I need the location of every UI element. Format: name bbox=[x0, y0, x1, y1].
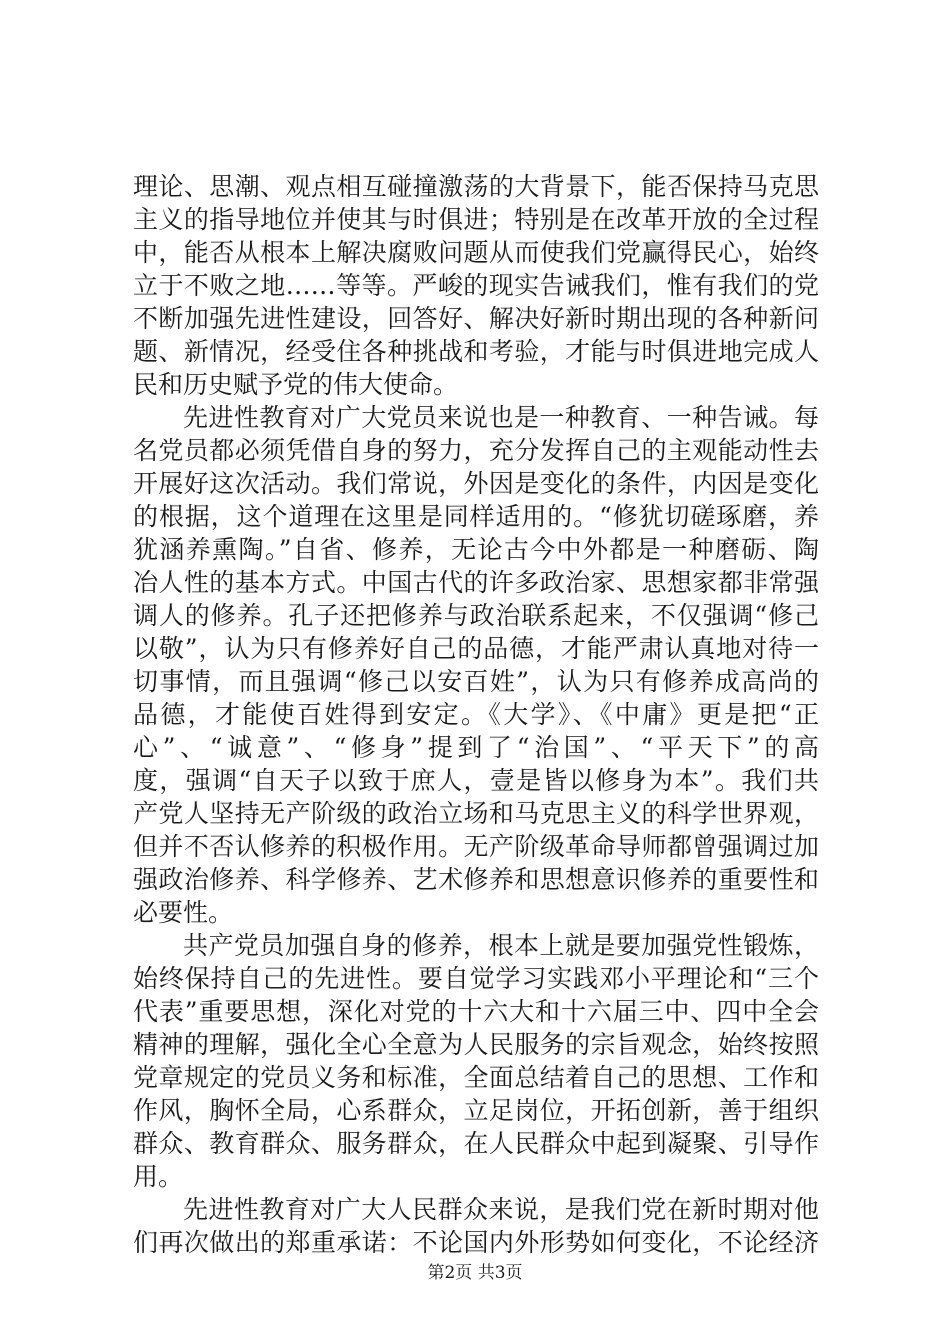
document-body bbox=[133, 170, 819, 1259]
text-line: 作风，胸怀全局，心系群众，立足岗位，开拓创新，善于组织 bbox=[133, 1096, 819, 1125]
text-line: 切事情，而且强调“修己以安百姓”，认为只有修养成高尚的 bbox=[133, 667, 819, 696]
text-line: 代表”重要思想，深化对党的十六大和十六届三中、四中全会 bbox=[133, 997, 819, 1026]
text-line: 度，强调“自天子以致于庶人，壹是皆以修身为本”。我们共 bbox=[133, 766, 819, 795]
text-line: 必要性。 bbox=[133, 898, 234, 927]
text-line: 党章规定的党员义务和标准，全面总结着自己的思想、工作和 bbox=[133, 1063, 819, 1092]
text-line: 以敬”，认为只有修养好自己的品德，才能严肃认真地对待一 bbox=[133, 634, 819, 663]
text-line: 强政治修养、科学修养、艺术修养和思想意识修养的重要性和 bbox=[133, 865, 819, 894]
text-line: 先进性教育对广大党员来说也是一种教育、一种告诫。每 bbox=[183, 403, 819, 432]
text-line: 开展好这次活动。我们常说，外因是变化的条件，内因是变化 bbox=[133, 469, 819, 498]
text-line: 立于不败之地……等等。严峻的现实告诫我们，惟有我们的党 bbox=[133, 271, 819, 300]
text-line: 中，能否从根本上解决腐败问题从而使我们党赢得民心，始终 bbox=[133, 238, 819, 267]
page-number-label: 第2页 共3页 bbox=[427, 1263, 523, 1283]
text-line: 始终保持自己的先进性。要自觉学习实践邓小平理论和“三个 bbox=[133, 964, 819, 993]
text-line: 题、新情况，经受住各种挑战和考验，才能与时俱进地完成人 bbox=[133, 337, 819, 366]
text-line: 先进性教育对广大人民群众来说，是我们党在新时期对他 bbox=[183, 1195, 819, 1224]
text-line: 民和历史赋予党的伟大使命。 bbox=[133, 370, 459, 399]
text-line: 但并不否认修养的积极作用。无产阶级革命导师都曾强调过加 bbox=[133, 832, 819, 861]
page-footer bbox=[0, 1262, 950, 1284]
text-line: 的根据，这个道理在这里是同样适用的。“修犹切磋琢磨，养 bbox=[133, 502, 819, 531]
text-line: 冶人性的基本方式。中国古代的许多政治家、思想家都非常强 bbox=[133, 568, 819, 597]
text-line: 产党人坚持无产阶级的政治立场和马克思主义的科学世界观， bbox=[133, 799, 819, 828]
text-line: 犹涵养熏陶。”自省、修养，无论古今中外都是一种磨砺、陶 bbox=[133, 535, 819, 564]
text-line: 不断加强先进性建设，回答好、解决好新时期出现的各种新问 bbox=[133, 304, 819, 333]
text-line: 理论、思潮、观点相互碰撞激荡的大背景下，能否保持马克思 bbox=[133, 172, 819, 201]
text-line: 们再次做出的郑重承诺：不论国内外形势如何变化，不论经济 bbox=[133, 1228, 819, 1257]
text-line: 群众、教育群众、服务群众，在人民群众中起到凝聚、引导作 bbox=[133, 1129, 819, 1158]
text-line: 心”、“诚意”、“修身”提到了“治国”、“平天下”的高 bbox=[133, 733, 819, 762]
text-line: 用。 bbox=[133, 1162, 184, 1191]
text-line: 品德，才能使百姓得到安定。《大学》、《中庸》更是把“正 bbox=[133, 700, 819, 729]
text-line: 主义的指导地位并使其与时俱进；特别是在改革开放的全过程 bbox=[133, 205, 819, 234]
text-line: 共产党员加强自身的修养，根本上就是要加强党性锻炼， bbox=[183, 931, 819, 960]
text-line: 精神的理解，强化全心全意为人民服务的宗旨观念，始终按照 bbox=[133, 1030, 819, 1059]
text-line: 调人的修养。孔子还把修养与政治联系起来，不仅强调“修己 bbox=[133, 601, 819, 630]
text-line: 名党员都必须凭借自身的努力，充分发挥自己的主观能动性去 bbox=[133, 436, 819, 465]
